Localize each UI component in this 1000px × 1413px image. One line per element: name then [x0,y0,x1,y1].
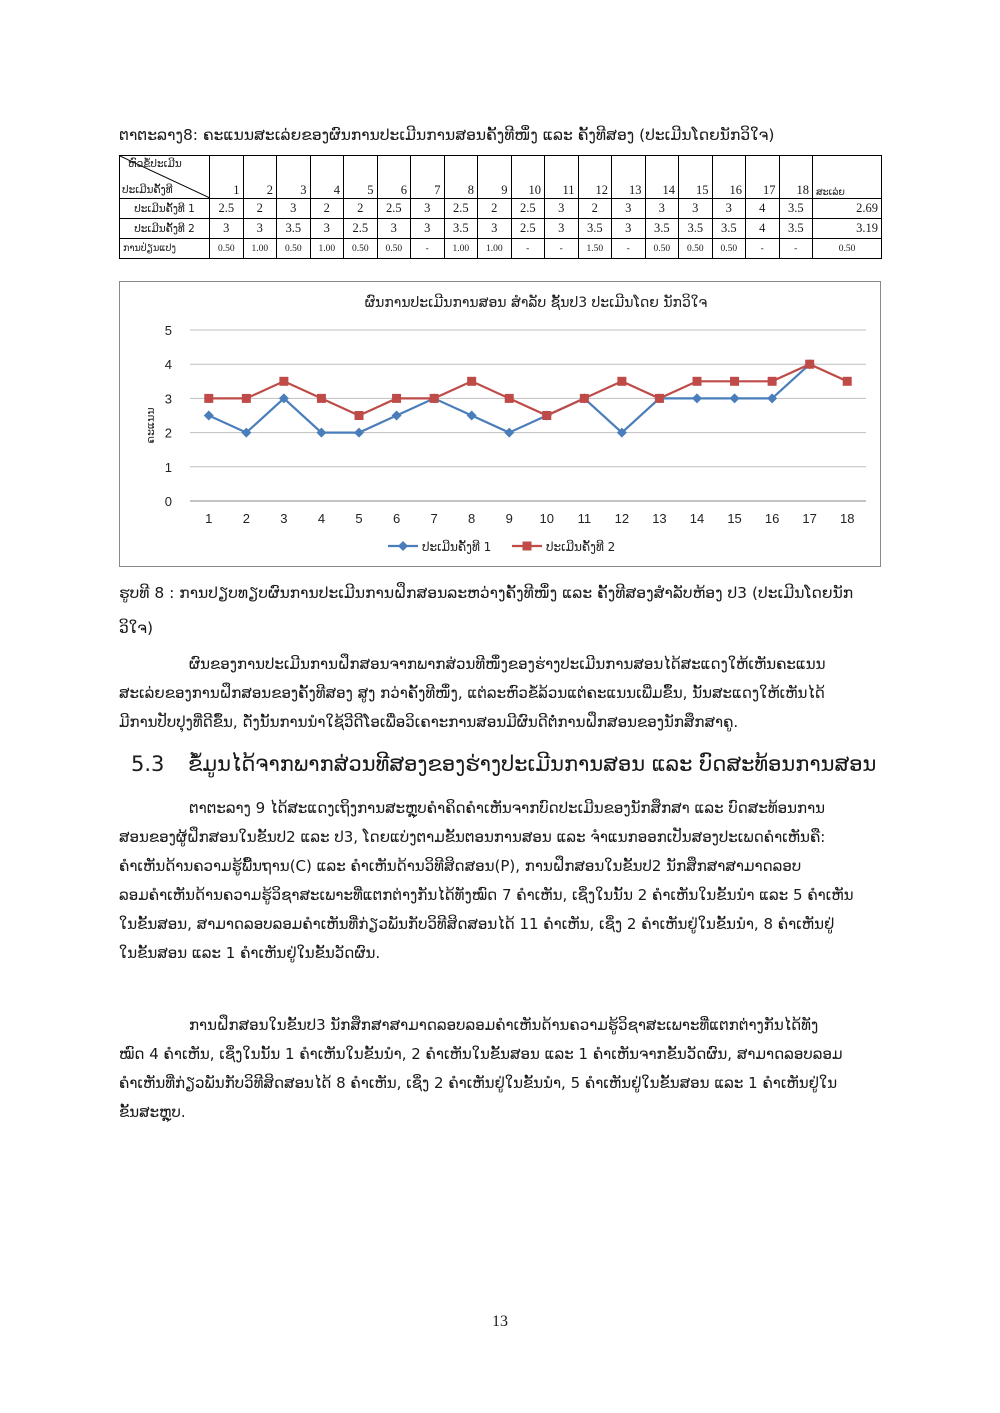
data-point-series-2 [204,394,213,403]
table-cell: 2.5 [444,199,478,219]
table-cell: 3.5 [779,219,813,239]
table-cell: 3 [545,219,579,239]
table-cell: 2 [310,199,344,219]
x-tick-label: 11 [577,511,592,526]
table-cell: 3.5 [645,219,679,239]
paragraph-3 [119,1011,884,1127]
corner-top-label: ຫົວຂໍ້ປະເມີນ [128,158,182,170]
table-cell: 3.19 [813,219,882,239]
data-point-series-2 [617,377,626,386]
table-cell: 3.5 [578,219,612,239]
table-cell: 1.00 [444,239,478,259]
table-cell: 3 [545,199,579,219]
table-cell: 2.5 [511,219,545,239]
x-tick-label: 1 [205,511,213,526]
table-cell: 3 [210,219,244,239]
column-header: 7 [411,156,445,199]
y-axis-label: ຄະແນນ [144,407,157,444]
column-header: 9 [478,156,512,199]
x-tick-label: 17 [802,511,817,526]
paragraph-line: ຜົນຂອງການປະເມີນການຝຶກສອນຈາກພາກສ່ວນທີໜຶ່ງຂອງຮ່າງປະເມີນການສອນໄດ້ສະແດງໃຫ້ເຫັນຄະແນນ [189,655,826,673]
y-tick-label: 5 [164,323,172,338]
table-cell: 0.50 [712,239,746,259]
table-cell: 0.50 [344,239,378,259]
data-point-series-1 [467,411,477,421]
data-point-series-2 [467,377,476,386]
paragraph-line: ມີການປັບປຸງທີ່ດີຂຶ້ນ, ດັ່ງນັ້ນການນຳໃຊ້ວີດີໂອເພື່ອວິເຄາະການສອນມີຜົນດີຕໍ່ການຝຶກສອນຂອງນັກສຶກສາຄູ. [119,713,739,731]
y-tick-label: 1 [164,459,172,475]
table-row [120,239,882,259]
paragraph-line: ລອມຄຳເຫັນດ້ານຄວາມຮູ້ວິຊາສະເພາະທີ່ແຕກຕ່າງກັນໄດ້ທັງໝົດ 7 ຄຳເຫັນ, ເຊິ່ງໃນນັ້ນ 2 ຄຳເຫັນໃນຂັ້ນນຳ ແລະ 5 ຄຳເຫັນ [119,886,854,904]
legend-marker-1 [398,541,408,551]
table-header-row [120,156,882,199]
corner-bottom-label: ປະເມີນຄັ້ງທີ [122,184,173,196]
data-point-series-2 [505,394,514,403]
row-label: ປະເມີນຄັ້ງທີ 1 [120,199,210,219]
paragraph-line: ການຝຶກສອນໃນຂັ້ນປ3 ນັກສຶກສາສາມາດລອບລອມຄຳເຫັນດ້ານຄວາມຮູ້ວິຊາສະເພາະທີ່ແຕກຕ່າງກັນໄດ້ທັງ [189,1016,819,1034]
column-header: 2 [243,156,277,199]
column-header: 11 [545,156,579,199]
table-cell: - [612,239,646,259]
data-point-series-1 [204,411,214,421]
data-point-series-1 [504,428,514,438]
legend-label-2: ປະເມີນຄັ້ງທີ 2 [546,540,616,554]
x-tick-label: 5 [355,511,363,526]
column-header: 4 [310,156,344,199]
line-chart [120,282,880,566]
data-point-series-2 [542,411,551,420]
column-header: 6 [377,156,411,199]
table-cell: 0.50 [377,239,411,259]
section-number: 5.3 [131,752,165,776]
table-row [120,199,882,219]
table-cell: 3 [679,199,713,219]
data-point-series-2 [279,377,288,386]
table-cell: 4 [746,199,780,219]
table-cell: 0.50 [645,239,679,259]
data-point-series-2 [242,394,251,403]
data-point-series-1 [692,393,702,403]
x-tick-label: 8 [468,511,476,526]
section-heading [131,752,876,776]
table-cell: 3.5 [712,219,746,239]
data-point-series-2 [768,377,777,386]
x-tick-label: 4 [317,511,326,526]
column-header: 1 [210,156,244,199]
table-cell: 2.5 [511,199,545,219]
table-cell: 1.00 [478,239,512,259]
data-point-series-2 [317,394,326,403]
table-cell: 2.5 [377,199,411,219]
row-label: ການປ່ຽນແປງ [120,239,210,259]
table-cell: - [545,239,579,259]
table-cell: 3 [645,199,679,219]
table-cell: 3.5 [444,219,478,239]
table-cell: 1.50 [578,239,612,259]
paragraph-line: ສະເລ່ຍຂອງການຝຶກສອນຂອງຄັ້ງທີສອງ ສູງ ກວ່າຄັ້ງທີໜຶ່ງ, ແຕ່ລະຫົວຂໍ້ລ້ວນແຕ່ຄະແນນເພີ່ມຂຶ້ນ, ນັ້ນສະແດງໃຫ້ເຫັນໄດ້ [119,684,825,702]
table-cell: 2.69 [813,199,882,219]
section-title: ຂໍ້ມູນໄດ້ຈາກພາກສ່ວນທີສອງຂອງຮ່າງປະເມີນການສອນ ແລະ ບົດສະທ້ອນການສອນ [188,752,877,776]
column-header: 16 [712,156,746,199]
paragraph-line: ຄຳເຫັນທີ່ກ່ຽວພັນກັບວິທີສິດສອນໄດ້ 8 ຄຳເຫັນ, ເຊິ່ງ 2 ຄຳເຫັນຢູ່ໃນຂັ້ນນຳ, 5 ຄຳເຫັນຢູ່ໃນຂັ້ນສອນ ແລະ 1 ຄຳເຫັນຢູ່ໃນ [119,1074,838,1092]
x-tick-label: 10 [539,511,555,526]
chart-frame [119,281,881,567]
paragraph-line: ຄຳເຫັນດ້ານຄວາມຮູ້ພື້ນຖານ(C) ແລະ ຄຳເຫັນດ້ານວິທີສິດສອນ(P), ການຝຶກສອນໃນຂັ້ນປ2 ນັກສຶກສາສາມາດລອບ [119,857,802,875]
legend-marker-2 [523,542,532,551]
table-cell: - [779,239,813,259]
table-corner-cell [120,156,210,199]
table-cell: 0.50 [679,239,713,259]
column-header: 18 [779,156,813,199]
column-header: 3 [277,156,311,199]
paragraph-line: ໃນຂັ້ນສອນ ແລະ 1 ຄຳເຫັນຢູ່ໃນຂັ້ນວັດຜົນ. [119,944,381,962]
score-table [119,155,882,259]
column-header: 5 [344,156,378,199]
table-cell: 3 [243,219,277,239]
table-cell: 3 [478,219,512,239]
paragraph-line: ໃນຂັ້ນສອນ, ສາມາດລອບລອມຄຳເຫັນທີ່ກ່ຽວພັນກັບວິທີສິດສອນໄດ້ 11 ຄຳເຫັນ, ເຊິ່ງ 2 ຄຳເຫັນຢູ່ໃນຂັ້ນນຳ, 8 ຄຳເຫັນຢູ່ [119,915,835,933]
data-point-series-1 [354,428,364,438]
column-header: 17 [746,156,780,199]
x-tick-label: 18 [839,511,855,526]
y-tick-label: 3 [164,391,172,407]
table-cell: 2 [578,199,612,219]
paragraph-line: ໝົດ 4 ຄຳເຫັນ, ເຊິ່ງໃນນັ້ນ 1 ຄຳເຫັນໃນຂັ້ນນຳ, 2 ຄຳເຫັນໃນຂັ້ນສອນ ແລະ 1 ຄຳເຫັນຈາກຂັ້ນວັດຜົນ, ສາມາດລອບລອມ [119,1045,843,1063]
table-cell: 4 [746,219,780,239]
x-tick-label: 9 [505,511,513,526]
legend-label-1: ປະເມີນຄັ້ງທີ 1 [422,540,492,554]
figure-caption-line-1: ຮູບທີ 8 : ການປຽບທຽບຜົນການປະເມີນການຝຶກສອນລະຫວ່າງຄັ້ງທີໜຶ່ງ ແລະ ຄັ້ງທີສອງສຳລັບຫ້ອງ ປ3 (ປະເມີນໂດຍນັກ [119,584,854,602]
table-cell: 3.5 [779,199,813,219]
x-tick-label: 12 [614,511,630,526]
table-cell: 2.5 [344,219,378,239]
table-row [120,219,882,239]
data-point-series-2 [355,411,364,420]
column-header: ສະເລ່ຍ [813,156,882,199]
table-cell: 1.00 [310,239,344,259]
x-tick-label: 16 [764,511,780,526]
y-tick-label: 4 [164,357,172,373]
data-point-series-2 [693,377,702,386]
y-tick-label: 0 [164,494,172,509]
column-header: 15 [679,156,713,199]
table-cell: 3 [612,199,646,219]
paragraph-line: ສອນຂອງຜູ້ຝຶກສອນໃນຂັ້ນປ2 ແລະ ປ3, ໂດຍແບ່ງຕາມຂັ້ນຕອນການສອນ ແລະ ຈຳແນກອອກເປັນສອງປະເພດຄຳເຫັນຄື: [119,828,826,846]
table-cell: 2 [243,199,277,219]
table-cell: 2 [344,199,378,219]
data-point-series-2 [430,394,439,403]
column-header: 10 [511,156,545,199]
table-cell: 2.5 [210,199,244,219]
x-tick-label: 13 [652,511,667,526]
data-point-series-1 [392,411,402,421]
paragraph-1 [119,650,884,737]
table-cell: 3.5 [277,219,311,239]
table-cell: 3 [612,219,646,239]
table-cell: 3 [712,199,746,219]
table-caption: ຕາຕະລາງ8: ຄະແນນສະເລ່ຍຂອງຜົນການປະເມີນການສອນຄັ້ງທີໜຶ່ງ ແລະ ຄັ້ງທີສອງ (ປະເມີນໂດຍນັກວິໃຈ) [119,126,775,144]
series-line-2 [209,364,847,415]
table-cell: 3 [277,199,311,219]
chart-title: ຜົນການປະເມີນການສອນ ສຳລັບ ຊັ້ນປ3 ປະເມີນໂດຍ ນັກວິໃຈ [364,295,708,311]
figure-caption-line-2: ວິໃຈ) [119,619,154,637]
column-header: 12 [578,156,612,199]
x-tick-label: 3 [280,511,288,526]
table-cell: 3 [377,219,411,239]
page-number: 13 [492,1313,508,1330]
column-header: 13 [612,156,646,199]
data-point-series-2 [843,377,852,386]
paragraph-line: ຕາຕະລາງ 9 ໄດ້ສະແດງເຖິງການສະຫຼຸບຄຳຄິດຄຳເຫັນຈາກບົດປະເມີນຂອງນັກສຶກສາ ແລະ ບົດສະທ້ອນການ [189,799,826,817]
y-tick-label: 2 [164,425,172,441]
table-cell: 3 [411,199,445,219]
data-point-series-2 [655,394,664,403]
row-label: ປະເມີນຄັ້ງທີ 2 [120,219,210,239]
data-point-series-1 [730,393,740,403]
column-header: 14 [645,156,679,199]
x-tick-label: 14 [689,511,705,526]
table-cell: - [746,239,780,259]
table-cell: 0.50 [277,239,311,259]
table-cell: - [411,239,445,259]
table-cell: 3 [411,219,445,239]
data-point-series-2 [580,394,589,403]
paragraph-line: ຂັ້ນສະຫຼຸບ. [119,1103,186,1121]
table-cell: 3.5 [679,219,713,239]
x-tick-label: 2 [242,511,250,526]
data-point-series-2 [392,394,401,403]
paragraph-2 [119,794,884,968]
column-header: 8 [444,156,478,199]
x-tick-label: 7 [430,511,438,526]
table-cell: 0.50 [210,239,244,259]
table-cell: - [511,239,545,259]
x-tick-label: 15 [727,511,742,526]
data-point-series-2 [805,360,814,369]
table-cell: 2 [478,199,512,219]
table-cell: 1.00 [243,239,277,259]
x-tick-label: 6 [392,511,401,526]
data-point-series-2 [730,377,739,386]
table-cell: 0.50 [813,239,882,259]
table-cell: 3 [310,219,344,239]
